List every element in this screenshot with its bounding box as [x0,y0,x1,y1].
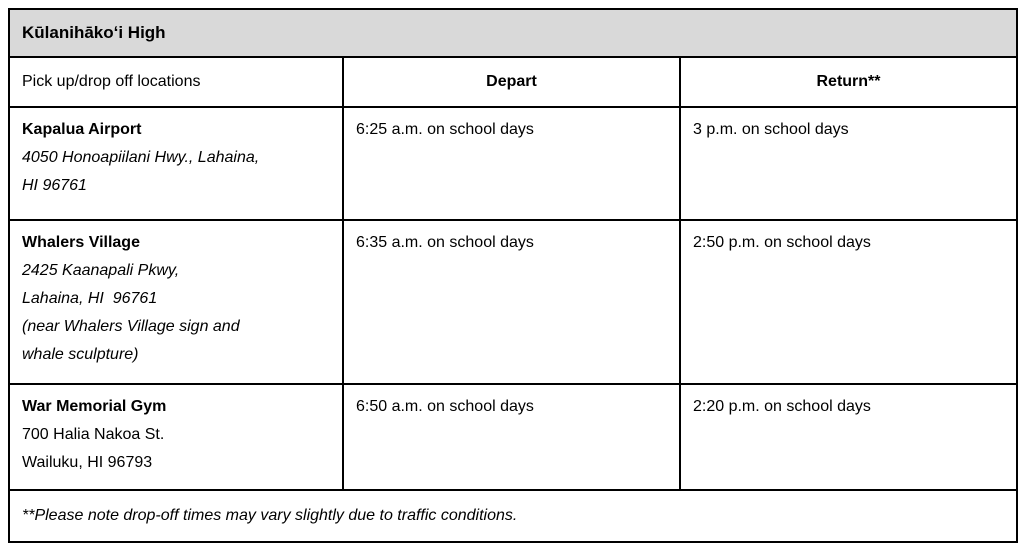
title-row [9,9,1017,57]
column-header-row [9,57,1017,107]
return-time: 2:50 p.m. on school days [680,220,1017,384]
column-header-depart: Depart [343,57,680,107]
location-cell [9,107,343,220]
column-header-return: Return** [680,57,1017,107]
footnote-row [9,490,1017,542]
location-cell [9,384,343,490]
location-name: Whalers Village [22,234,140,251]
location-address-line: 700 Halia Nakoa St. [22,426,165,443]
location-address-line: 4050 Honoapiilani Hwy., Lahaina, [22,149,260,166]
location-address-line: Lahaina, HI 96761 [22,290,158,307]
table-row-kapalua-airport [9,107,1017,220]
depart-time: 6:35 a.m. on school days [343,220,680,384]
location-address-line: HI 96761 [22,177,87,194]
location-address-line: whale sculpture) [22,346,139,363]
table-row-whalers-village [9,220,1017,384]
column-header-locations: Pick up/drop off locations [9,57,343,107]
depart-time: 6:50 a.m. on school days [343,384,680,490]
location-name: Kapalua Airport [22,121,142,138]
location-address-line: (near Whalers Village sign and [22,318,240,335]
location-cell [9,220,343,384]
depart-time: 6:25 a.m. on school days [343,107,680,220]
return-time: 2:20 p.m. on school days [680,384,1017,490]
school-title: Kūlanihākoʻi High [9,9,1017,57]
location-address-line: Wailuku, HI 96793 [22,454,153,471]
bus-schedule-table [8,8,1018,543]
location-address-line: 2425 Kaanapali Pkwy, [22,262,180,279]
footnote: **Please note drop-off times may vary slightly due to traffic conditions. [9,490,1017,542]
return-time: 3 p.m. on school days [680,107,1017,220]
table-row-war-memorial-gym [9,384,1017,490]
location-name: War Memorial Gym [22,398,167,415]
